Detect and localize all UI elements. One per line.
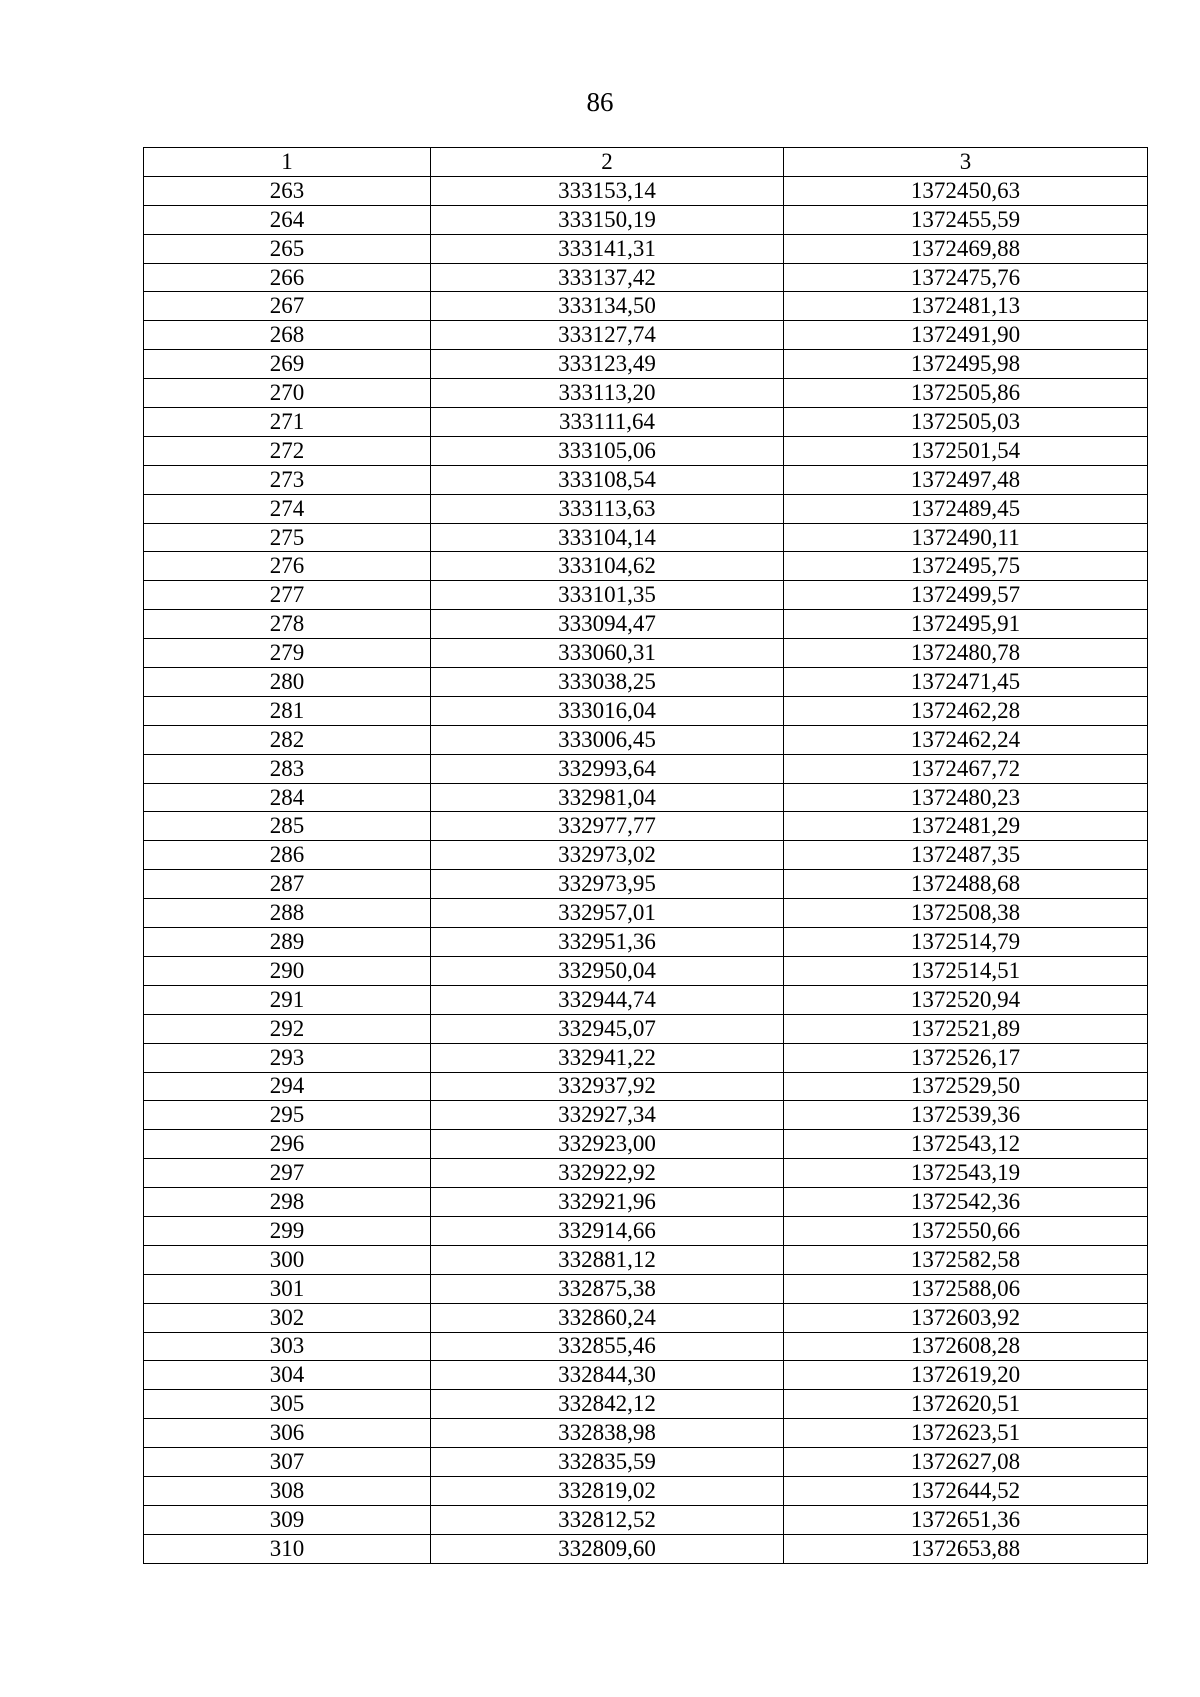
x-coordinate-cell: 333137,42 <box>431 263 784 292</box>
table-row <box>144 1534 1148 1563</box>
table-row <box>144 205 1148 234</box>
point-number-cell: 282 <box>144 725 431 754</box>
y-coordinate-cell: 1372526,17 <box>784 1043 1148 1072</box>
y-coordinate-cell: 1372529,50 <box>784 1072 1148 1101</box>
y-coordinate-cell: 1372505,86 <box>784 379 1148 408</box>
point-number-cell: 281 <box>144 696 431 725</box>
column-header-3: 3 <box>784 148 1148 177</box>
y-coordinate-cell: 1372508,38 <box>784 899 1148 928</box>
table-row <box>144 1101 1148 1130</box>
y-coordinate-cell: 1372623,51 <box>784 1419 1148 1448</box>
x-coordinate-cell: 333127,74 <box>431 321 784 350</box>
table-row <box>144 1303 1148 1332</box>
point-number-cell: 277 <box>144 581 431 610</box>
point-number-cell: 299 <box>144 1216 431 1245</box>
table-row <box>144 1072 1148 1101</box>
y-coordinate-cell: 1372488,68 <box>784 870 1148 899</box>
x-coordinate-cell: 332921,96 <box>431 1188 784 1217</box>
x-coordinate-cell: 332922,92 <box>431 1159 784 1188</box>
x-coordinate-cell: 332951,36 <box>431 928 784 957</box>
table-row <box>144 1274 1148 1303</box>
x-coordinate-cell: 333094,47 <box>431 610 784 639</box>
y-coordinate-cell: 1372480,78 <box>784 639 1148 668</box>
x-coordinate-cell: 332993,64 <box>431 754 784 783</box>
point-number-cell: 278 <box>144 610 431 639</box>
y-coordinate-cell: 1372620,51 <box>784 1390 1148 1419</box>
point-number-cell: 283 <box>144 754 431 783</box>
point-number-cell: 288 <box>144 899 431 928</box>
y-coordinate-cell: 1372489,45 <box>784 494 1148 523</box>
point-number-cell: 300 <box>144 1245 431 1274</box>
point-number-cell: 296 <box>144 1130 431 1159</box>
point-number-cell: 270 <box>144 379 431 408</box>
x-coordinate-cell: 332927,34 <box>431 1101 784 1130</box>
point-number-cell: 275 <box>144 523 431 552</box>
table-row <box>144 1130 1148 1159</box>
table-body <box>144 176 1148 1563</box>
table-row <box>144 1390 1148 1419</box>
x-coordinate-cell: 333111,64 <box>431 408 784 437</box>
y-coordinate-cell: 1372469,88 <box>784 234 1148 263</box>
column-header-2: 2 <box>431 148 784 177</box>
point-number-cell: 289 <box>144 928 431 957</box>
x-coordinate-cell: 332881,12 <box>431 1245 784 1274</box>
table-row <box>144 379 1148 408</box>
x-coordinate-cell: 333006,45 <box>431 725 784 754</box>
column-header-1: 1 <box>144 148 431 177</box>
x-coordinate-cell: 333134,50 <box>431 292 784 321</box>
x-coordinate-cell: 332819,02 <box>431 1476 784 1505</box>
y-coordinate-cell: 1372467,72 <box>784 754 1148 783</box>
x-coordinate-cell: 332812,52 <box>431 1505 784 1534</box>
point-number-cell: 285 <box>144 812 431 841</box>
table-row <box>144 1043 1148 1072</box>
point-number-cell: 271 <box>144 408 431 437</box>
x-coordinate-cell: 333105,06 <box>431 436 784 465</box>
y-coordinate-cell: 1372514,79 <box>784 928 1148 957</box>
x-coordinate-cell: 332838,98 <box>431 1419 784 1448</box>
x-coordinate-cell: 333113,20 <box>431 379 784 408</box>
table-row <box>144 985 1148 1014</box>
y-coordinate-cell: 1372491,90 <box>784 321 1148 350</box>
coordinates-table <box>143 147 1148 1564</box>
y-coordinate-cell: 1372582,58 <box>784 1245 1148 1274</box>
point-number-cell: 267 <box>144 292 431 321</box>
table-row <box>144 523 1148 552</box>
y-coordinate-cell: 1372608,28 <box>784 1332 1148 1361</box>
point-number-cell: 303 <box>144 1332 431 1361</box>
point-number-cell: 286 <box>144 841 431 870</box>
table-row <box>144 1216 1148 1245</box>
point-number-cell: 279 <box>144 639 431 668</box>
table-row <box>144 1159 1148 1188</box>
point-number-cell: 274 <box>144 494 431 523</box>
table-row <box>144 754 1148 783</box>
x-coordinate-cell: 333153,14 <box>431 176 784 205</box>
point-number-cell: 307 <box>144 1448 431 1477</box>
x-coordinate-cell: 332973,95 <box>431 870 784 899</box>
x-coordinate-cell: 332875,38 <box>431 1274 784 1303</box>
y-coordinate-cell: 1372627,08 <box>784 1448 1148 1477</box>
point-number-cell: 310 <box>144 1534 431 1563</box>
table-header-row <box>144 148 1148 177</box>
table-row <box>144 465 1148 494</box>
y-coordinate-cell: 1372514,51 <box>784 956 1148 985</box>
y-coordinate-cell: 1372653,88 <box>784 1534 1148 1563</box>
point-number-cell: 308 <box>144 1476 431 1505</box>
table-row <box>144 696 1148 725</box>
table-row <box>144 610 1148 639</box>
x-coordinate-cell: 332923,00 <box>431 1130 784 1159</box>
x-coordinate-cell: 332937,92 <box>431 1072 784 1101</box>
point-number-cell: 292 <box>144 1014 431 1043</box>
point-number-cell: 273 <box>144 465 431 494</box>
y-coordinate-cell: 1372495,91 <box>784 610 1148 639</box>
table-row <box>144 1419 1148 1448</box>
point-number-cell: 291 <box>144 985 431 1014</box>
point-number-cell: 280 <box>144 668 431 697</box>
y-coordinate-cell: 1372550,66 <box>784 1216 1148 1245</box>
table-row <box>144 1245 1148 1274</box>
table-row <box>144 321 1148 350</box>
page-number: 86 <box>586 87 614 117</box>
table-row <box>144 899 1148 928</box>
x-coordinate-cell: 332957,01 <box>431 899 784 928</box>
table-row <box>144 263 1148 292</box>
point-number-cell: 309 <box>144 1505 431 1534</box>
y-coordinate-cell: 1372480,23 <box>784 783 1148 812</box>
table-row <box>144 1332 1148 1361</box>
x-coordinate-cell: 333123,49 <box>431 350 784 379</box>
point-number-cell: 293 <box>144 1043 431 1072</box>
y-coordinate-cell: 1372450,63 <box>784 176 1148 205</box>
x-coordinate-cell: 332835,59 <box>431 1448 784 1477</box>
table-row <box>144 1188 1148 1217</box>
y-coordinate-cell: 1372588,06 <box>784 1274 1148 1303</box>
y-coordinate-cell: 1372539,36 <box>784 1101 1148 1130</box>
x-coordinate-cell: 332977,77 <box>431 812 784 841</box>
y-coordinate-cell: 1372542,36 <box>784 1188 1148 1217</box>
point-number-cell: 263 <box>144 176 431 205</box>
table-row <box>144 870 1148 899</box>
x-coordinate-cell: 332855,46 <box>431 1332 784 1361</box>
point-number-cell: 287 <box>144 870 431 899</box>
table-row <box>144 841 1148 870</box>
x-coordinate-cell: 333113,63 <box>431 494 784 523</box>
table-row <box>144 234 1148 263</box>
table-row <box>144 350 1148 379</box>
table-header <box>144 148 1148 177</box>
x-coordinate-cell: 332950,04 <box>431 956 784 985</box>
point-number-cell: 305 <box>144 1390 431 1419</box>
table-row <box>144 1505 1148 1534</box>
x-coordinate-cell: 333038,25 <box>431 668 784 697</box>
table-row <box>144 639 1148 668</box>
x-coordinate-cell: 333150,19 <box>431 205 784 234</box>
y-coordinate-cell: 1372495,98 <box>784 350 1148 379</box>
point-number-cell: 298 <box>144 1188 431 1217</box>
y-coordinate-cell: 1372505,03 <box>784 408 1148 437</box>
table-row <box>144 668 1148 697</box>
y-coordinate-cell: 1372619,20 <box>784 1361 1148 1390</box>
table-row <box>144 812 1148 841</box>
point-number-cell: 265 <box>144 234 431 263</box>
y-coordinate-cell: 1372462,24 <box>784 725 1148 754</box>
x-coordinate-cell: 332944,74 <box>431 985 784 1014</box>
point-number-cell: 268 <box>144 321 431 350</box>
y-coordinate-cell: 1372475,76 <box>784 263 1148 292</box>
table-row <box>144 581 1148 610</box>
x-coordinate-cell: 333016,04 <box>431 696 784 725</box>
point-number-cell: 284 <box>144 783 431 812</box>
point-number-cell: 272 <box>144 436 431 465</box>
y-coordinate-cell: 1372543,12 <box>784 1130 1148 1159</box>
table-row <box>144 292 1148 321</box>
table-row <box>144 956 1148 985</box>
table-row <box>144 1448 1148 1477</box>
point-number-cell: 264 <box>144 205 431 234</box>
x-coordinate-cell: 332809,60 <box>431 1534 784 1563</box>
x-coordinate-cell: 332844,30 <box>431 1361 784 1390</box>
table-row <box>144 408 1148 437</box>
point-number-cell: 297 <box>144 1159 431 1188</box>
y-coordinate-cell: 1372495,75 <box>784 552 1148 581</box>
table-row <box>144 783 1148 812</box>
y-coordinate-cell: 1372520,94 <box>784 985 1148 1014</box>
y-coordinate-cell: 1372543,19 <box>784 1159 1148 1188</box>
table-row <box>144 928 1148 957</box>
point-number-cell: 276 <box>144 552 431 581</box>
x-coordinate-cell: 332945,07 <box>431 1014 784 1043</box>
point-number-cell: 302 <box>144 1303 431 1332</box>
table-row <box>144 1014 1148 1043</box>
y-coordinate-cell: 1372497,48 <box>784 465 1148 494</box>
y-coordinate-cell: 1372651,36 <box>784 1505 1148 1534</box>
table-row <box>144 725 1148 754</box>
point-number-cell: 266 <box>144 263 431 292</box>
y-coordinate-cell: 1372455,59 <box>784 205 1148 234</box>
x-coordinate-cell: 332914,66 <box>431 1216 784 1245</box>
x-coordinate-cell: 333104,14 <box>431 523 784 552</box>
table-row <box>144 494 1148 523</box>
point-number-cell: 301 <box>144 1274 431 1303</box>
x-coordinate-cell: 333141,31 <box>431 234 784 263</box>
point-number-cell: 295 <box>144 1101 431 1130</box>
point-number-cell: 294 <box>144 1072 431 1101</box>
table-row <box>144 1476 1148 1505</box>
x-coordinate-cell: 333060,31 <box>431 639 784 668</box>
table-row <box>144 176 1148 205</box>
x-coordinate-cell: 333104,62 <box>431 552 784 581</box>
y-coordinate-cell: 1372487,35 <box>784 841 1148 870</box>
point-number-cell: 306 <box>144 1419 431 1448</box>
table-row <box>144 436 1148 465</box>
y-coordinate-cell: 1372499,57 <box>784 581 1148 610</box>
y-coordinate-cell: 1372644,52 <box>784 1476 1148 1505</box>
point-number-cell: 304 <box>144 1361 431 1390</box>
y-coordinate-cell: 1372521,89 <box>784 1014 1148 1043</box>
y-coordinate-cell: 1372501,54 <box>784 436 1148 465</box>
point-number-cell: 269 <box>144 350 431 379</box>
y-coordinate-cell: 1372462,28 <box>784 696 1148 725</box>
x-coordinate-cell: 333108,54 <box>431 465 784 494</box>
x-coordinate-cell: 332941,22 <box>431 1043 784 1072</box>
x-coordinate-cell: 332981,04 <box>431 783 784 812</box>
x-coordinate-cell: 332860,24 <box>431 1303 784 1332</box>
y-coordinate-cell: 1372603,92 <box>784 1303 1148 1332</box>
x-coordinate-cell: 333101,35 <box>431 581 784 610</box>
point-number-cell: 290 <box>144 956 431 985</box>
y-coordinate-cell: 1372481,13 <box>784 292 1148 321</box>
table-row <box>144 1361 1148 1390</box>
y-coordinate-cell: 1372471,45 <box>784 668 1148 697</box>
x-coordinate-cell: 332842,12 <box>431 1390 784 1419</box>
y-coordinate-cell: 1372481,29 <box>784 812 1148 841</box>
table-row <box>144 552 1148 581</box>
x-coordinate-cell: 332973,02 <box>431 841 784 870</box>
y-coordinate-cell: 1372490,11 <box>784 523 1148 552</box>
